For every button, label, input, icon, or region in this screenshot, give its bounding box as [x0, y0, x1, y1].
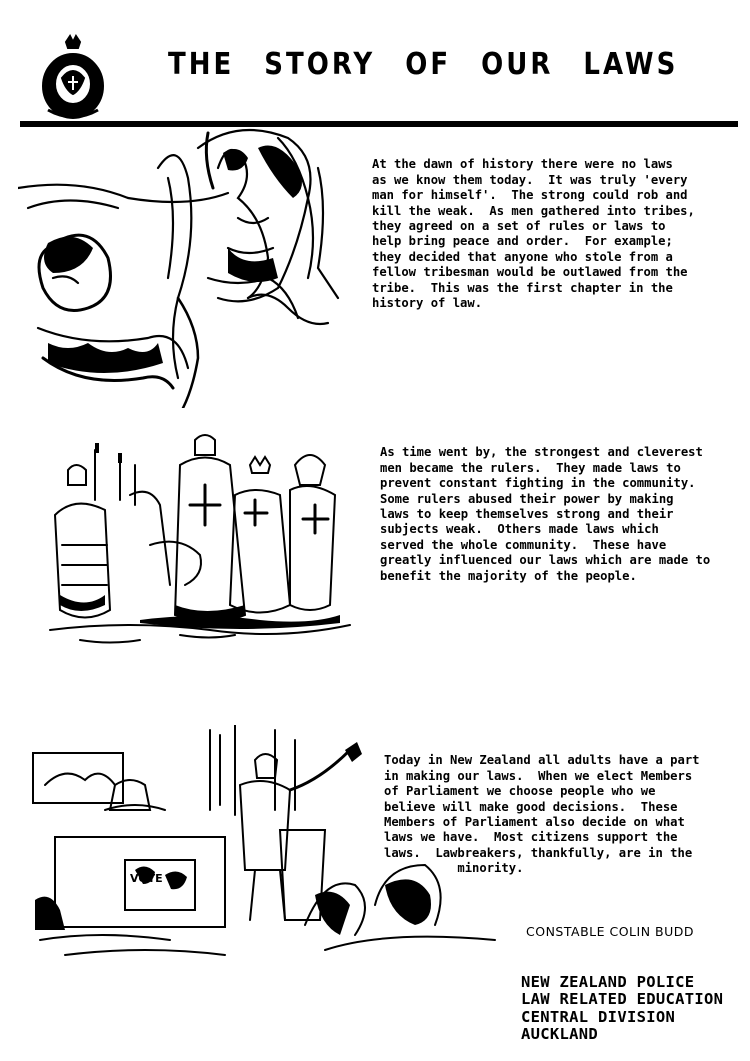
text-line: men became the rulers. They made laws to [380, 460, 681, 475]
header-divider [20, 121, 738, 127]
text-line: Members of Parliament also decide on what [384, 815, 685, 830]
cavemen-illustration [18, 128, 358, 408]
text-line: laws. Lawbreakers, thankfully, are in the [384, 845, 693, 860]
text-line: in making our laws. When we elect Members [384, 768, 693, 783]
text-line: tribe. This was the first chapter in the [372, 280, 673, 295]
police-crest-icon [38, 32, 108, 122]
text-line: they agreed on a set of rules or laws to [372, 219, 666, 234]
text-line: as we know them today. It was truly 'every [372, 172, 688, 187]
text-line: prevent constant fighting in the community. [380, 476, 696, 491]
title-word: THE [168, 47, 235, 83]
title-word: OUR [481, 47, 554, 83]
text-line: fellow tribesman would be outlawed from the [372, 265, 688, 280]
title-word: OF [405, 47, 452, 83]
text-line: laws we have. Most citizens support the [384, 830, 678, 845]
text-line: served the whole community. These have [380, 537, 667, 552]
page-title [168, 48, 708, 83]
text-line: Today in New Zealand all adults have a part [384, 753, 700, 768]
stamp-line: LAW RELATED EDUCATION [521, 990, 724, 1008]
vote-sign-text: VOTE [130, 872, 163, 885]
stamp-line: AUCKLAND [521, 1025, 599, 1043]
paragraph-new-zealand-today [384, 738, 700, 892]
text-line: man for himself'. The strong could rob and [372, 188, 688, 203]
text-line: help bring peace and order. For example; [372, 234, 673, 249]
text-line: kill the weak. As men gathered into tribes, [372, 203, 695, 218]
police-stamp [521, 956, 723, 1061]
text-line: they decided that anyone who stole from a [372, 249, 673, 264]
text-line: laws to keep themselves strong and their [380, 507, 674, 522]
text-line: history of law. [372, 296, 483, 311]
medieval-rulers-illustration [40, 425, 360, 650]
author-signature: CONSTABLE COLIN BUDD [526, 924, 694, 939]
stamp-line: NEW ZEALAND POLICE [521, 972, 695, 991]
text-line: minority. [384, 861, 524, 876]
text-line: benefit the majority of the people. [380, 568, 637, 583]
paragraph-rulers [380, 430, 710, 599]
text-line: Some rulers abused their power by making [380, 491, 674, 506]
text-line: greatly influenced our laws which are made to [380, 553, 711, 568]
title-word: LAWS [583, 47, 679, 83]
text-line: believe will make good decisions. These [384, 799, 678, 814]
text-line: As time went by, the strongest and cleverest [380, 445, 703, 460]
paragraph-dawn-of-history [372, 142, 695, 327]
text-line: subjects weak. Others made laws which [380, 522, 659, 537]
text-line: of Parliament we choose people who we [384, 784, 656, 799]
text-line: At the dawn of history there were no laws [372, 157, 673, 172]
title-word: STORY [264, 47, 376, 83]
stamp-line: CENTRAL DIVISION [521, 1007, 676, 1026]
